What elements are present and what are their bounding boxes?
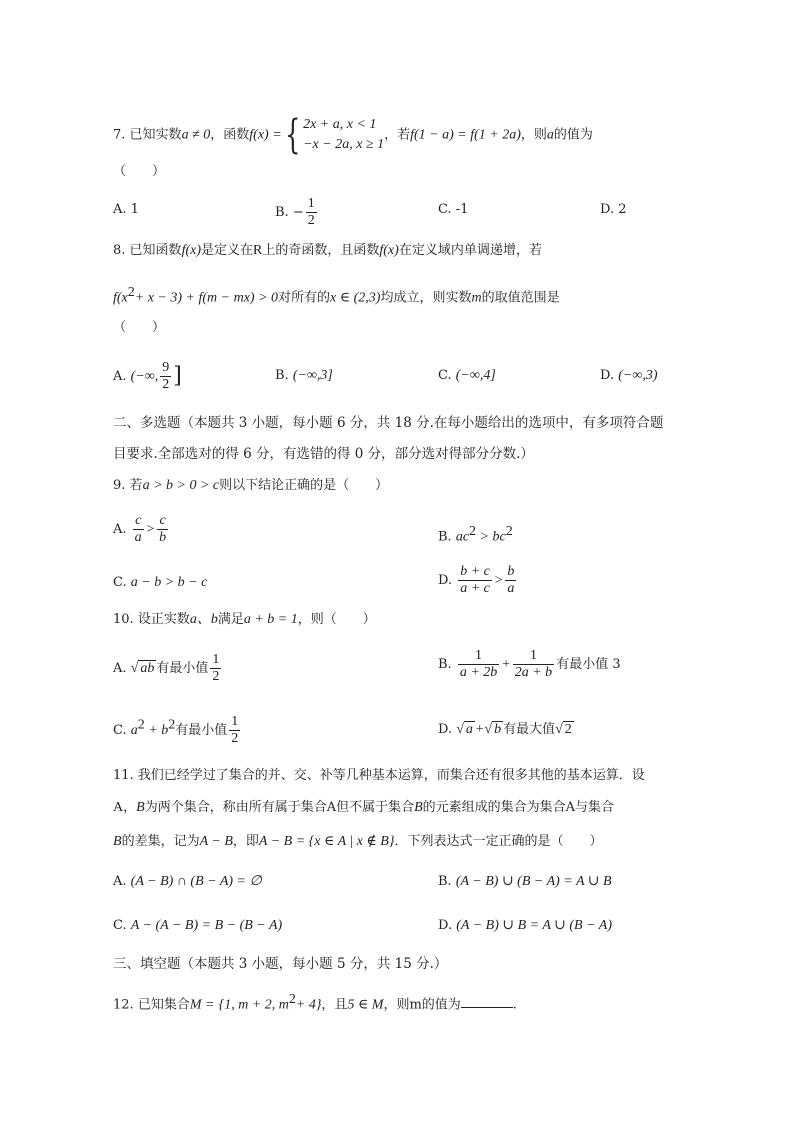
left-brace: { [284, 112, 301, 158]
fraction: $\frac{1}{2}$ [307, 196, 315, 228]
q10-option-d[interactable]: D. √ a +√ b 有最大值√ 2 [438, 720, 574, 740]
q11-option-c[interactable]: C. A − (A − B) = B − (B − A) [113, 918, 283, 933]
q7-option-b[interactable]: B. − $\frac{1}{2}$ [275, 196, 315, 228]
q11-option-d[interactable]: D. (A − B) ∪ B = A ∪ (B − A) [438, 918, 612, 933]
q8-stem-line2: $f(x^2+ x - 3) + f(m - mx) > 0$对所有的x ∈ (2,3)均成立，则实数m的取值范围是 [113, 285, 560, 306]
q8-paren: （ ） [113, 320, 166, 335]
q7-paren: （ ） [113, 164, 166, 179]
q7-option-c[interactable]: C. -1 [438, 202, 469, 217]
q11-option-b[interactable]: B. (A − B) ∪ (B − A) = A ∪ B [438, 874, 612, 889]
sqrt: √ 2 [555, 722, 572, 737]
q10-option-c[interactable]: C. $a^2 + b^2$有最小值 $\frac{1}{2}$ [113, 714, 239, 746]
q7-option-a[interactable]: A. 1 [113, 202, 139, 217]
q7-option-d[interactable]: D. 2 [600, 202, 627, 217]
q8-option-c[interactable]: C. (−∞,4] [438, 368, 496, 383]
q8-option-d[interactable]: D. (−∞,3) [600, 368, 658, 383]
q9-option-c[interactable]: C. a − b > b − c [113, 575, 208, 590]
question-number: 7. [113, 127, 126, 143]
q9-stem: 9. 若a > b > 0 > c则以下结论正确的是（ ） [113, 478, 389, 493]
question-number: 10. [113, 612, 134, 627]
fraction: $\frac{b + c}{a + c}$ [460, 564, 490, 596]
q11-option-a[interactable]: A. (A − B) ∩ (B − A) = ∅ [113, 874, 262, 889]
q8-option-b[interactable]: B. (−∞,3] [275, 368, 333, 383]
fraction: $\frac{1}{a + 2b}$ [459, 648, 498, 680]
q10-option-b[interactable]: B. $\frac{1}{a + 2b}$ + $\frac{1}{2a + b}$ 有最小值 3 [438, 648, 621, 680]
q8-option-a[interactable]: A. (−∞, $\frac{9}{2}$ ] [113, 360, 182, 392]
q11-stem-line1: 11. 我们已经学过了集合的并、交、补等几种基本运算，而集合还有很多其他的基本运算．设 [113, 768, 645, 783]
sqrt: √ ab [130, 661, 155, 676]
q9-option-a[interactable]: A. $\frac{c}{a}$ > $\frac{c}{b}$ [113, 513, 167, 545]
question-number: 8. [113, 243, 126, 258]
question-number: 12. [113, 997, 134, 1013]
q11-stem-line3: B的差集，记为A − B，即A − B = {x ∈ A | x ∉ B}．下列表达式一定正确的是（ ） [113, 834, 603, 849]
q10-option-a[interactable]: A. √ ab 有最小值 $\frac{1}{2}$ [113, 652, 220, 684]
section-3-heading: 三、填空题（本题共 3 小题，每小题 5 分，共 15 分.） [113, 956, 448, 972]
fraction: $\frac{1}{2}$ [212, 652, 220, 684]
question-number: 9. [113, 478, 126, 493]
fraction: $\frac{c}{b}$ [159, 513, 167, 545]
q12-stem: 12. 已知集合M = {1, m + 2, $m^2+ 4$}，且5 ∈ M，则m的值为 . [113, 992, 517, 1013]
sqrt: √ a [456, 722, 473, 737]
fraction: $\frac{1}{2}$ [231, 714, 239, 746]
q7-stem: 7. 已知实数a ≠ 0，函数f(x) ={ 2x + a, x < 1 −x − 2a, x ≥ 1 ，若f(1 − a) = f(1 + 2a)，则a的值为 [113, 112, 593, 158]
q9-option-b[interactable]: B. $ac^2 > bc^2$ [438, 524, 513, 545]
q8-stem-line1: 8. 已知函数f(x)是定义在R上的奇函数，且函数f(x)在定义域内单调递增，若 [113, 243, 542, 258]
fraction: $\frac{1}{2a + b}$ [514, 648, 553, 680]
fraction: $\frac{b}{a}$ [507, 564, 515, 596]
q9-option-d[interactable]: D. $\frac{b + c}{a + c}$ > $\frac{b}{a}$ [438, 564, 515, 596]
section-2-heading: 二、多选题（本题共 3 小题，每小题 6 分，共 18 分.在每小题给出的选项中，有多项符合题 [113, 415, 664, 431]
piecewise-cases: 2x + a, x < 1 −x − 2a, x ≥ 1 [303, 117, 385, 152]
section-2-heading-cont: 目要求.全部选对的得 6 分，有选错的得 0 分，部分选对得部分分数.） [113, 446, 534, 462]
q10-stem: 10. 设正实数a、b满足a + b = 1，则（ ） [113, 612, 376, 627]
fraction: $\frac{c}{a}$ [134, 513, 142, 545]
sqrt: √ b [484, 722, 502, 737]
q11-stem-line2: A，B为两个集合，称由所有属于集合A但不属于集合B的元素组成的集合为集合A与集合 [113, 800, 615, 815]
answer-blank[interactable] [461, 993, 513, 1008]
fraction: $\frac{9}{2}$ [162, 360, 170, 392]
